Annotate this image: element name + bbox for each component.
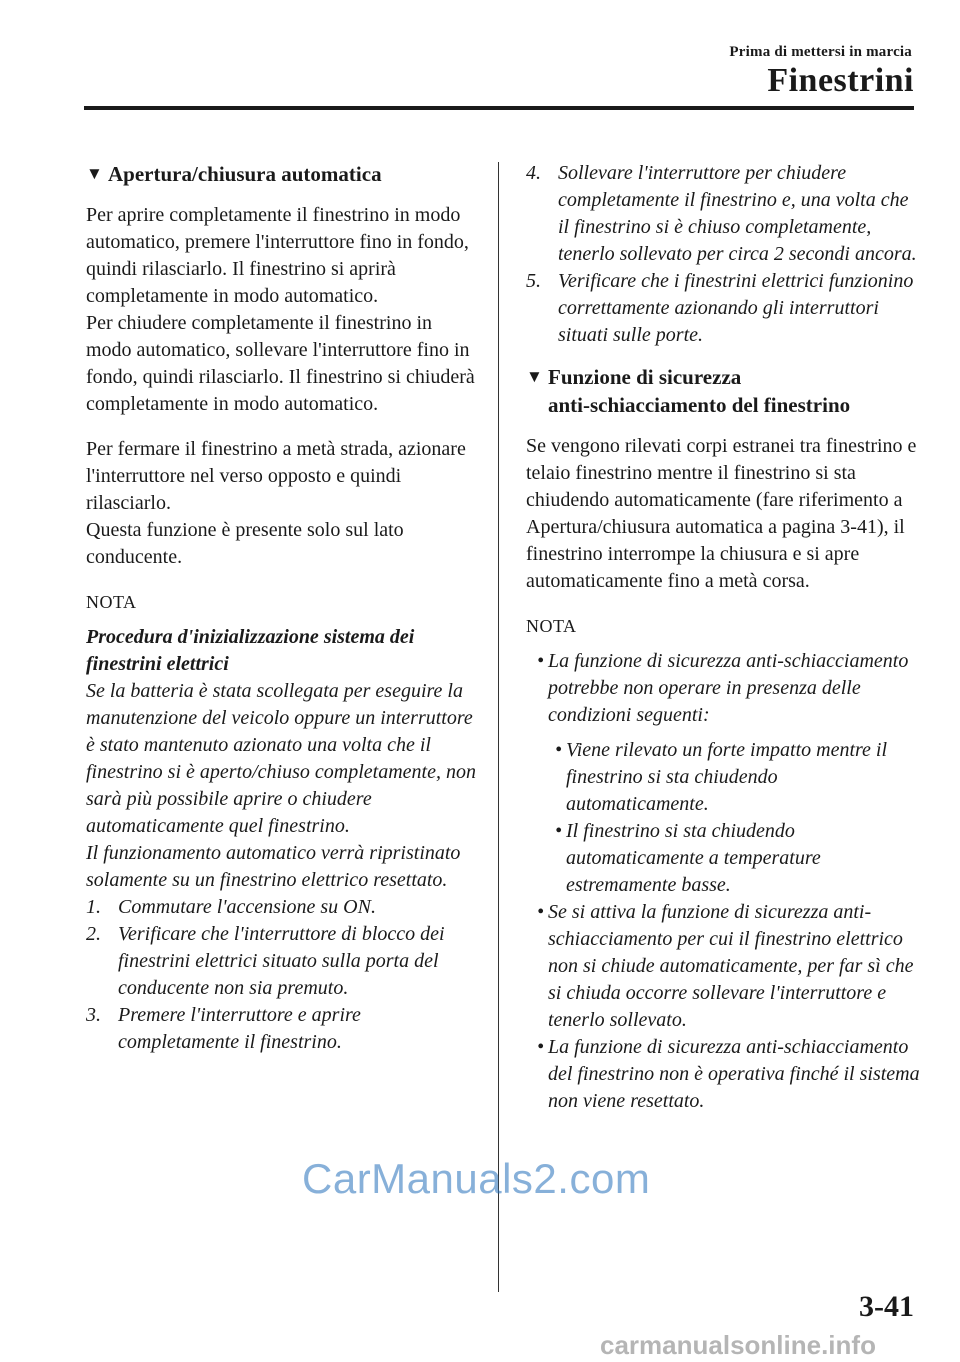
- step-number: 3.: [86, 1004, 101, 1026]
- nota-text: Il funzionamento automatico verrà ripristinato solamente su un finestrino elettrico resettato.: [86, 842, 461, 891]
- paragraph-close: Per chiudere completamente il finestrino in modo automatico, sollevare l'interruttore fino in fondo, quindi rilasciarlo. Il finestrino si chiuderà completamente in modo automatico.: [86, 312, 475, 415]
- step-text: Verificare che i finestrini elettrici funzionino correttamente azionando gli interruttori situati sulle porte.: [558, 270, 914, 346]
- nota-title: Procedura d'inizializzazione sistema dei finestrini elettrici: [86, 626, 415, 675]
- step-number: 4.: [526, 162, 541, 184]
- bullet-icon: •: [536, 901, 544, 923]
- nota-text: Se la batteria è stata scollegata per eseguire la manutenzione del veicolo oppure un interruttore è stato mantenuto azionato una volta che il finestrino si è aperto/chiuso completamente, non sarà più possibile aprire o chiudere automaticamente quel finestrino.: [86, 680, 476, 837]
- heading-text-line2: anti-schiacciamento del finestrino: [548, 393, 851, 417]
- left-column: [86, 160, 476, 1056]
- nota-label: NOTA: [86, 592, 137, 612]
- bullet-icon: •: [536, 1036, 544, 1058]
- nota-label: NOTA: [526, 616, 577, 636]
- step-item: [86, 921, 476, 1002]
- paragraph-driver-only: Questa funzione è presente solo sul lato conducente.: [86, 519, 404, 568]
- step-text: Sollevare l'interruttore per chiudere completamente il finestrino e, una volta che il finestrino si è chiuso completamente, tenerlo sollevato per circa 2 secondi ancora.: [558, 162, 917, 265]
- bullet-item: [526, 648, 921, 729]
- bullet-icon: •: [536, 650, 544, 672]
- bullet-item: [526, 899, 921, 1034]
- step-item: [86, 894, 476, 921]
- step-item: [86, 1002, 476, 1056]
- bullet-icon: •: [554, 820, 562, 842]
- step-text: Commutare l'accensione su ON.: [118, 896, 376, 918]
- bullet-text: La funzione di sicurezza anti-schiacciamento del finestrino non è operativa finché il sistema non viene resettato.: [548, 1036, 920, 1112]
- column-divider: [498, 162, 499, 1292]
- header-section-label: Prima di mettersi in marcia: [729, 44, 912, 60]
- bullet-text: La funzione di sicurezza anti-schiacciamento potrebbe non operare in presenza delle condizioni seguenti:: [548, 650, 909, 726]
- sub-bullet-item: [544, 737, 921, 818]
- heading-text-line1: Funzione di sicurezza: [548, 365, 742, 389]
- right-column: [526, 160, 921, 1115]
- bullet-icon: •: [554, 739, 562, 761]
- header-rule: [84, 106, 914, 110]
- section-heading-anti-pinch: [526, 363, 921, 419]
- sub-bullet-item: [544, 818, 921, 899]
- page-title: Finestrini: [767, 62, 914, 99]
- step-text: Verificare che l'interruttore di blocco dei finestrini elettrici situato sulla porta del conducente non sia premuto.: [118, 923, 445, 999]
- step-text: Premere l'interruttore e aprire completamente il finestrino.: [118, 1004, 361, 1053]
- paragraph-stop: Per fermare il finestrino a metà strada, azionare l'interruttore nel verso opposto e quindi rilasciarlo.: [86, 438, 466, 514]
- watermark: CarManuals2.com: [302, 1155, 651, 1202]
- bullet-text: Se si attiva la funzione di sicurezza anti-schiacciamento per cui il finestrino elettrico non si chiude automaticamente, per far sì che si chiuda occorre sollevare l'interruttore e tenerlo sollevato.: [548, 901, 914, 1031]
- watermark-bottom: carmanualsonline.info: [600, 1330, 876, 1360]
- paragraph-anti-pinch: Se vengono rilevati corpi estranei tra finestrino e telaio finestrino mentre il finestrino si sta chiudendo automaticamente (fare riferimento a Apertura/chiusura automatica a pagina 3-41), il finestrino interrompe la chiusura e si apre automaticamente fino a metà corsa.: [526, 435, 917, 592]
- bullet-item: [526, 1034, 921, 1115]
- heading-text: Apertura/chiusura automatica: [108, 162, 382, 186]
- step-number: 5.: [526, 270, 541, 292]
- step-item: [526, 268, 921, 349]
- triangle-down-icon: ▼: [526, 367, 543, 386]
- page-number: 3-41: [859, 1290, 914, 1323]
- triangle-down-icon: ▼: [86, 164, 103, 183]
- bullet-text: Il finestrino si sta chiudendo automaticamente a temperature estremamente basse.: [566, 820, 821, 896]
- section-heading-auto-open-close: [86, 160, 476, 188]
- step-item: [526, 160, 921, 268]
- paragraph-open: Per aprire completamente il finestrino in modo automatico, premere l'interruttore fino in fondo, quindi rilasciarlo. Il finestrino si aprirà completamente in modo automatico.: [86, 204, 469, 307]
- step-number: 2.: [86, 923, 101, 945]
- step-number: 1.: [86, 896, 101, 918]
- bullet-text: Viene rilevato un forte impatto mentre il finestrino si sta chiudendo automaticamente.: [566, 739, 888, 815]
